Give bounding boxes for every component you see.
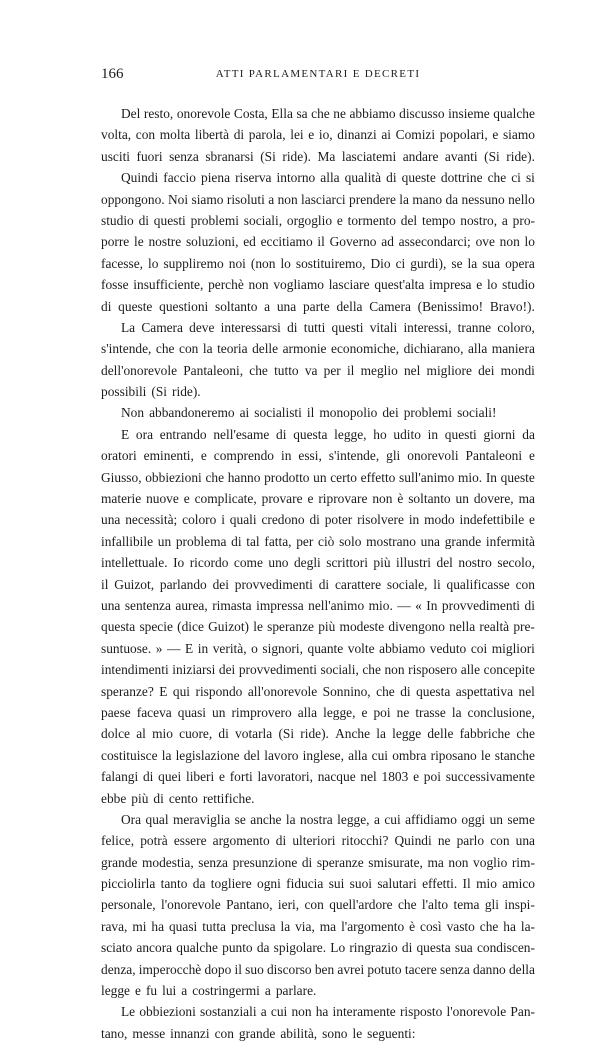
text-line: falangi di quei liberi e forti lavoratori, nacque nel 1803 e poi successivamente [101, 769, 535, 785]
text-line: suntuose. » — E in verità, o signori, quante volte abbiamo veduto coi migliori [101, 640, 535, 656]
text-line: oratori eminenti, e comprendo in essi, s'intende, gli onorevoli Pantaleoni e [101, 448, 535, 464]
text-line: fosse insufficiente, perchè non vogliamo lasciare quest'alta impresa e lo studio [101, 277, 535, 293]
text-line: materie nuove e complicate, provare e riprovare non è soltanto un dovere, ma [101, 491, 535, 507]
text-line: s'intende, che con la teoria delle armonie economiche, dichiarano, alla maniera [101, 341, 535, 357]
running-head: ATTI PARLAMENTARI E DECRETI [215, 68, 421, 80]
text-line: personale, l'onorevole Pantano, ieri, con quell'ardore che l'alto tema gli inspi- [101, 897, 535, 913]
text-line: infallibile un problema di tal fatta, per ciò solo mostrano una grande infermità [101, 533, 535, 549]
text-line: studio di questi problemi sociali, orgoglio e tormento del tempo nostro, a pro- [101, 212, 535, 228]
text-line: speranze? E qui rispondo all'onorevole Sonnino, che di questa aspettativa nel [101, 683, 535, 699]
text-line: denza, imperocchè dopo il suo discorso ben avrei potuto tacere senza danno della [101, 961, 535, 977]
text-line: dell'onorevole Pantaleoni, che tutto va per il meglio nel migliore dei mondi [101, 362, 535, 378]
text-line: questa specie (dice Guizot) le speranze più modeste divengono nella realtà pre- [101, 619, 535, 635]
page-header [101, 66, 535, 88]
text-line: picciolirla tanto da togliere ogni fiducia sui suoi salutari effetti. Il mio amico [101, 876, 535, 892]
text-line: oppongono. Noi siamo risoluti a non lasciarci prendere la mano da nessuno nello [101, 191, 535, 207]
text-line: volta, con molta libertà di parola, lei e io, dinanzi ai Comizi popolari, e siamo [101, 127, 535, 143]
text-line: Giusso, obbiezioni che hanno prodotto un certo effetto sull'animo mio. In queste [101, 469, 535, 485]
text-line: Del resto, onorevole Costa, Ella sa che ne abbiamo discusso insieme qualche [121, 106, 535, 121]
text-line: intendimenti iniziarsi dei provvedimenti sociali, che non risposero alle concepite [101, 662, 535, 678]
text-line: il Guizot, parlando dei provvedimenti di carattere sociale, li qualificasse con [101, 576, 535, 592]
text-line: Le obbiezioni sostanziali a cui non ha interamente risposto l'onorevole Pan- [121, 1004, 535, 1020]
text-line: tano, messe innanzi con grande abilità, sono le seguenti: [101, 1025, 416, 1041]
text-line: grande modestia, senza presunzione di speranze smisurate, ma non voglio rim- [101, 854, 535, 870]
text-line: Ora qual meraviglia se anche la nostra legge, a cui affidiamo oggi un seme [121, 811, 535, 827]
text-line: dolce al mio cuore, di votarla (Si ride). Anche la legge delle fabbriche che [101, 726, 535, 742]
text-line: usciti fuori senza sbranarsi (Si ride). Ma lasciatemi andare avanti (Si ride). [101, 148, 535, 164]
text-line: intellettuale. Io ricordo come uno degli scrittori più illustri del nostro secolo, [101, 555, 535, 571]
text-line: di queste questioni soltanto a una parte della Camera (Benissimo! Bravo!). [101, 298, 535, 314]
text-line: costituisce la legislazione del lavoro inglese, alla cui ombra riposano le stanche [101, 747, 535, 763]
text-line: una necessità; coloro i quali credono di poter risolvere in modo indefettibile e [101, 512, 535, 528]
speech-text [101, 103, 535, 1044]
text-line: felice, potrà essere argomento di ulteriori ritocchi? Quindi ne parlo con una [101, 833, 535, 849]
text-line: ebbe più di cento rettifiche. [101, 790, 255, 806]
text-line: E ora entrando nell'esame di questa legge, ho udito in questi giorni da [121, 426, 535, 442]
page-number: 166 [101, 66, 124, 82]
text-line: legge e fu lui a costringermi a parlare. [101, 983, 317, 999]
text-line: rava, mi ha quasi tutta preclusa la via, ma l'argomento è così vasto che ha la- [101, 918, 535, 934]
text-line: facesse, lo suppliremo noi (non lo sostituiremo, Dio ci gurdi), se la sua opera [101, 255, 535, 271]
text-line: porre le nostre soluzioni, ed eccitiamo il Governo ad assecondarci; ove non lo [101, 234, 535, 250]
text-line: Quindi faccio piena riserva intorno alla qualità di queste dottrine che ci si [121, 170, 535, 186]
text-line: sciato ancora qualche punto da spigolare. Lo ringrazio di questa sua condiscen- [101, 940, 535, 956]
text-line: una sentenza aurea, rimasta impressa nell'animo mio. — « In provvedimenti di [101, 597, 535, 613]
text-line: paese faceva quasi un rimprovero alla legge, e poi ne trasse la conclusione, [101, 704, 535, 720]
text-line: possibili (Si ride). [101, 384, 201, 400]
text-line: Non abbandoneremo ai socialisti il monopolio dei problemi sociali! [121, 405, 497, 421]
text-line: La Camera deve interessarsi di tutti questi vitali interessi, tranne coloro, [121, 319, 535, 335]
